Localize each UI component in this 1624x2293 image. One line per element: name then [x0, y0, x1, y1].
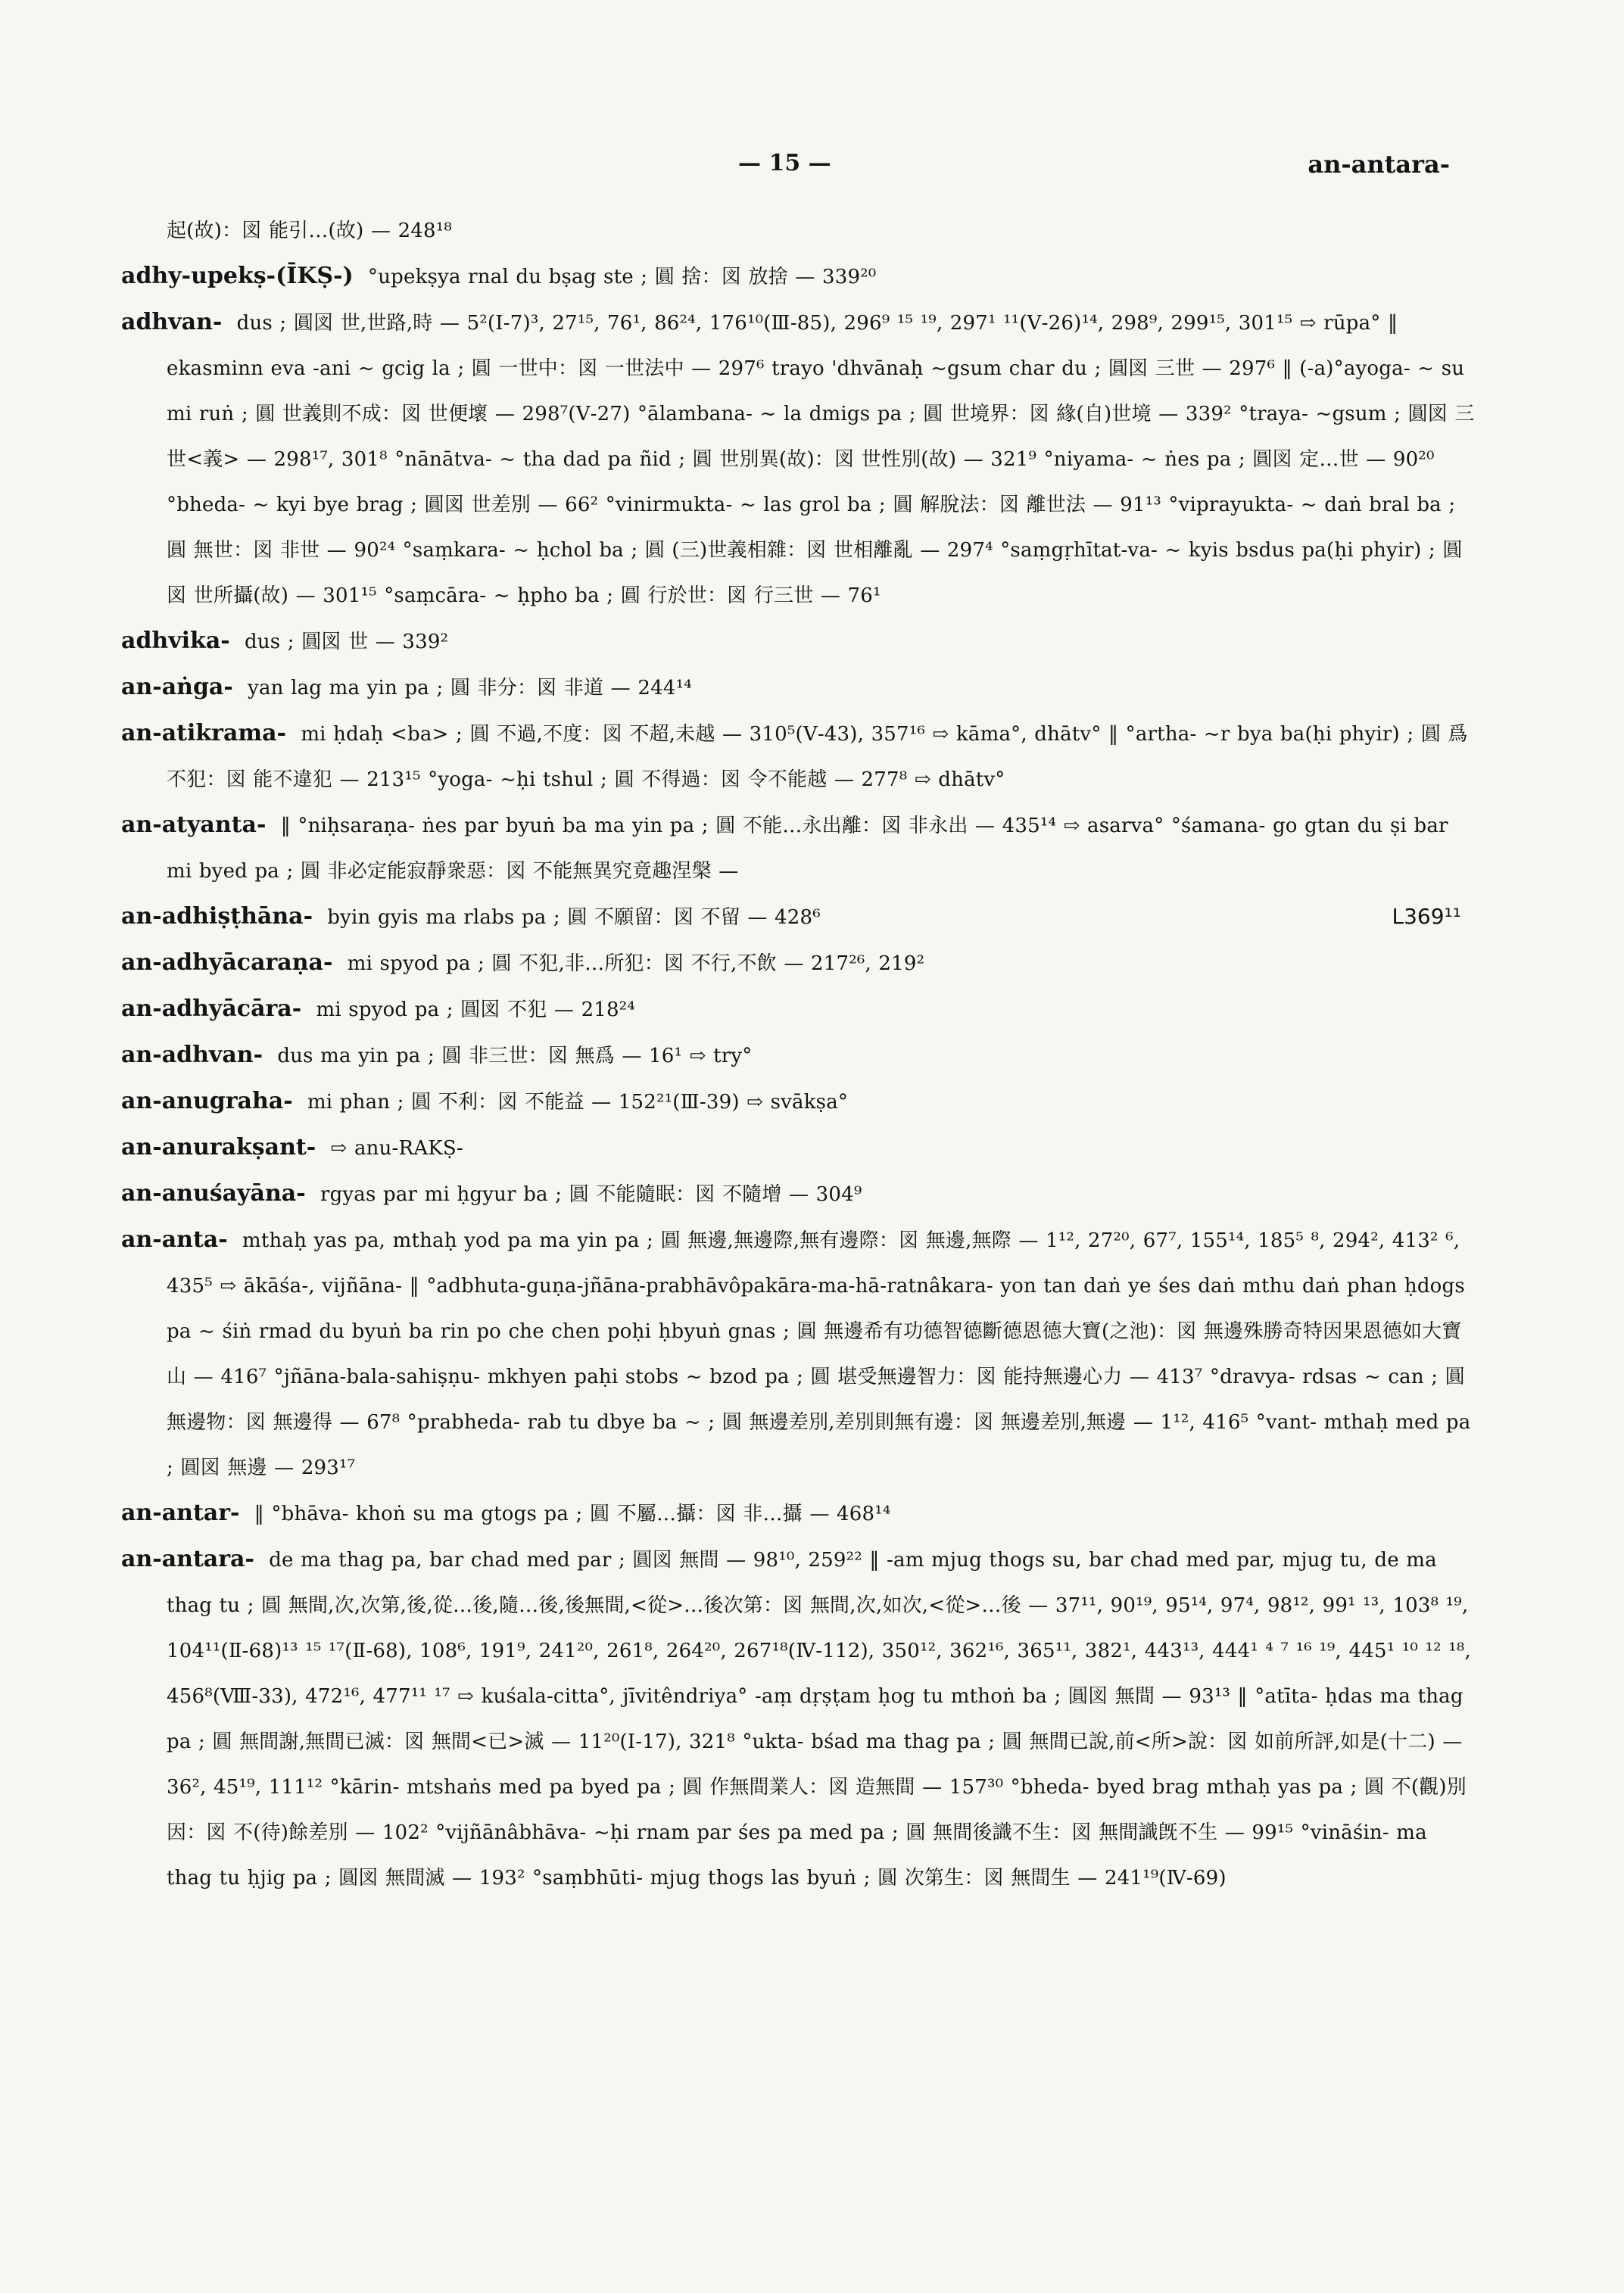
- entry-an-anuraksant: [121, 1125, 1476, 1171]
- entry-headword: an-adhyācāra-: [121, 995, 302, 1022]
- entry-body: dus ma yin pa ; 圓 非三世：図 無爲 — 16¹ ⇨ try°: [277, 1045, 753, 1067]
- entry-an-atikrama: [121, 711, 1476, 802]
- entry-body: byin gyis ma rlabs pa ; 圓 不願留：図 不留 — 428⁶: [327, 906, 821, 929]
- entry-an-adhisthana: [121, 894, 1476, 940]
- entry-headword: an-anurakṣant-: [121, 1134, 316, 1161]
- entry-body: 起(故)：図 能引…(故) — 248¹⁸: [167, 220, 453, 242]
- entry-body: mthaḥ yas pa, mthaḥ yod pa ma yin pa ; 圓 無邊,無邊際,無有邊際：図 無邊,無際 — 1¹², 27²⁰, 67⁷, 155¹⁴, 185⁵ ⁸, 294², 413² ⁶, 435⁵ ⇨ ākāśa-, vijñāna- ‖ °adbhuta-guṇa-jñāna-prabhāvôpakāra-ma-hā-ratnâkara- yon tan daṅ ye śes daṅ mthu daṅ phan ḥdogs pa ~ śiṅ rmad du byuṅ ba rin po che chen poḥi ḥbyuṅ gnas ; 圓 無邊希有功德智德斷德恩德大寶(之池)：図 無邊殊勝奇特因果恩德如大寶山 — 416⁷ °jñāna-bala-sahiṣṇu- mkhyen paḥi stobs ~ bzod pa ; 圓 堪受無邊智力：図 能持無邊心力 — 413⁷ °dravya- rdsas ~ can ; 圓 無邊物：図 無邊得 — 67⁸ °prabheda- rab tu dbye ba ~ ; 圓 無邊差別,差別則無有邊：図 無邊差別,無邊 — 1¹², 416⁵ °vant- mthaḥ med pa ; 圓図 無邊 — 293¹⁷: [167, 1229, 1471, 1479]
- entry-headword: an-adhyācaraṇa-: [121, 949, 333, 976]
- entry-an-anta: [121, 1217, 1476, 1491]
- entry-an-adhyacara: [121, 986, 1476, 1033]
- entry-an-antar: [121, 1491, 1476, 1537]
- entry-headword: adhvan-: [121, 309, 223, 335]
- entry-headword: an-anugraha-: [121, 1088, 293, 1114]
- entry-headword: an-atikrama-: [121, 720, 287, 746]
- entry-headword: an-antara-: [121, 1546, 254, 1572]
- entry-body: mi spyod pa ; 圓図 不犯 — 218²⁴: [316, 999, 636, 1021]
- entry-headword: adhvika-: [121, 628, 230, 654]
- entry-body: rgyas par mi ḥgyur ba ; 圓 不能隨眠：図 不隨增 — 304⁹: [320, 1183, 862, 1206]
- entry-body: mi spyod pa ; 圓 不犯,非…所犯：図 不行,不飲 — 217²⁶, 219²: [347, 952, 925, 975]
- entry-an-antara: [121, 1537, 1476, 1901]
- entry-headword: an-antar-: [121, 1500, 240, 1526]
- entry-headword: adhy-upekṣ-(ĪKṢ-): [121, 263, 354, 289]
- entry-an-adhyacarana: [121, 940, 1476, 986]
- entry-an-adhvan: [121, 1033, 1476, 1079]
- entry-body: °upekṣya rnal du bṣag ste ; 圓 捨：図 放捨 — 339²⁰: [368, 266, 877, 288]
- entry-body: mi phan ; 圓 不利：図 不能益 — 152²¹(Ⅲ-39) ⇨ svākṣa°: [307, 1091, 849, 1114]
- page-number: — 15 —: [738, 150, 831, 176]
- entry-body: de ma thag pa, bar chad med par ; 圓図 無間 — 98¹⁰, 259²² ‖ -am mjug thogs su, bar chad med par, mjug tu, de ma thag tu ; 圓 無間,次,次第,後,從…後,隨…後,後無間,<從>…後次第：図 無間,次,如次,<從>…後 — 37¹¹, 90¹⁹, 95¹⁴, 97⁴, 98¹², 99¹ ¹³, 103⁸ ¹⁹, 104¹¹(Ⅱ-68)¹³ ¹⁵ ¹⁷(Ⅱ-68), 108⁶, 191⁹, 241²⁰, 261⁸, 264²⁰, 267¹⁸(Ⅳ-112), 350¹², 362¹⁶, 365¹¹, 382¹, 443¹³, 444¹ ⁴ ⁷ ¹⁶ ¹⁹, 445¹ ¹⁰ ¹² ¹⁸, 456⁸(Ⅷ-33), 472¹⁶, 477¹¹ ¹⁷ ⇨ kuśala-citta°, jīvitêndriya° -aṃ dṛṣṭam ḥog tu mthoṅ ba ; 圓図 無間 — 93¹³ ‖ °atīta- ḥdas ma thag pa ; 圓 無間謝,無間已滅：図 無間<已>滅 — 11²⁰(Ⅰ-17), 321⁸ °ukta- bśad ma thag pa ; 圓 無間已說,前<所>說：図 如前所評,如是(十二) — 36², 45¹⁹, 111¹² °kārin- mtshaṅs med pa byed pa ; 圓 作無間業人：図 造無間 — 157³⁰ °bheda- byed brag mthaḥ yas pa ; 圓 不(觀)別因：図 不(待)餘差別 — 102² °vijñānâbhāva- ~ḥi rnam par śes pa med pa ; 圓 無間後識不生：図 無間識旣不生 — 99¹⁵ °vināśin- ma thag tu ḥjig pa ; 圓図 無間滅 — 193² °saṃbhūti- mjug thogs las byuṅ ; 圓 次第生：図 無間生 — 241¹⁹(Ⅳ-69): [167, 1549, 1471, 1890]
- entry-headword: an-anta-: [121, 1226, 228, 1253]
- entry-headword: an-adhvan-: [121, 1042, 263, 1068]
- entry-headword: an-aṅga-: [121, 674, 233, 700]
- entry-body: dus ; 圓図 世,世路,時 — 5²(Ⅰ-7)³, 27¹⁵, 76¹, 86²⁴, 176¹⁰(Ⅲ-85), 296⁹ ¹⁵ ¹⁹, 297¹ ¹¹(Ⅴ-26)¹⁴, 298⁹, 299¹⁵, 301¹⁵ ⇨ rūpa° ‖ ekasminn eva -ani ~ gcig la ; 圓 一世中：図 一世法中 — 297⁶ trayo 'dhvānaḥ ~gsum char du ; 圓図 三世 — 297⁶ ‖ (-a)°ayoga- ~ su mi ruṅ ; 圓 世義則不成：図 世便壞 — 298⁷(Ⅴ-27) °ālambana- ~ la dmigs pa ; 圓 世境界：図 緣(自)世境 — 339² °traya- ~gsum ; 圓図 三世<義> — 298¹⁷, 301⁸ °nānātva- ~ tha dad pa ñid ; 圓 世別異(故)：図 世性別(故) — 321⁹ °niyama- ~ ṅes pa ; 圓図 定…世 — 90²⁰ °bheda- ~ kyi bye brag ; 圓図 世差別 — 66² °vinirmukta- ~ las grol ba ; 圓 解脫法：図 離世法 — 91¹³ °viprayukta- ~ daṅ bral ba ; 圓 無世：図 非世 — 90²⁴ °saṃkara- ~ ḥchol ba ; 圓 (三)世義相雜：図 世相離亂 — 297⁴ °saṃgṛhītat-va- ~ kyis bsdus pa(ḥi phyir) ; 圓図 世所攝(故) — 301¹⁵ °saṃcāra- ~ ḥpho ba ; 圓 行於世：図 行三世 — 76¹: [167, 312, 1475, 607]
- entry-headword: an-atyanta-: [121, 812, 267, 838]
- entry-headword: an-adhiṣṭhāna-: [121, 903, 313, 930]
- running-head: an-antara-: [1308, 150, 1450, 179]
- entry-continuation: [121, 208, 1476, 254]
- entry-an-anga: [121, 665, 1476, 711]
- entry-body: yan lag ma yin pa ; 圓 非分：図 非道 — 244¹⁴: [248, 677, 692, 699]
- entry-adhy-upeks: [121, 254, 1476, 300]
- entry-body: mi ḥdaḥ <ba> ; 圓 不過,不度：図 不超,未越 — 310⁵(Ⅴ-43), 357¹⁶ ⇨ kāma°, dhātv° ‖ °artha- ~r bya ba(ḥi phyir) ; 圓 爲不犯：図 能不違犯 — 213¹⁵ °yoga- ~ḥi tshul ; 圓 不得過：図 令不能越 — 277⁸ ⇨ dhātv°: [167, 723, 1468, 791]
- entry-an-anugraha: [121, 1079, 1476, 1125]
- entry-body: ‖ °niḥsaraṇa- ṅes par byuṅ ba ma yin pa ; 圓 不能…永出離：図 非永出 — 435¹⁴ ⇨ asarva° °śamana- go gtan du ṣi bar mi byed pa ; 圓 非必定能寂靜衆惡：図 不能無異究竟趣涅槃 —: [167, 815, 1448, 883]
- entry-headword: an-anuśayāna-: [121, 1180, 306, 1207]
- entry-adhvan: [121, 300, 1476, 618]
- entry-adhvika: [121, 618, 1476, 665]
- side-reference: L369¹¹: [1392, 904, 1461, 929]
- page-header: [0, 150, 1624, 188]
- entry-an-atyanta: [121, 802, 1476, 894]
- entry-body: dus ; 圓図 世 — 339²: [245, 631, 449, 653]
- entry-an-anusayana: [121, 1171, 1476, 1217]
- entry-body: ‖ °bhāva- khoṅ su ma gtogs pa ; 圓 不屬…攝：図 非…攝 — 468¹⁴: [254, 1503, 891, 1525]
- entry-body: ⇨ anu-RAKṢ-: [330, 1137, 463, 1160]
- dictionary-entries: [121, 208, 1476, 1901]
